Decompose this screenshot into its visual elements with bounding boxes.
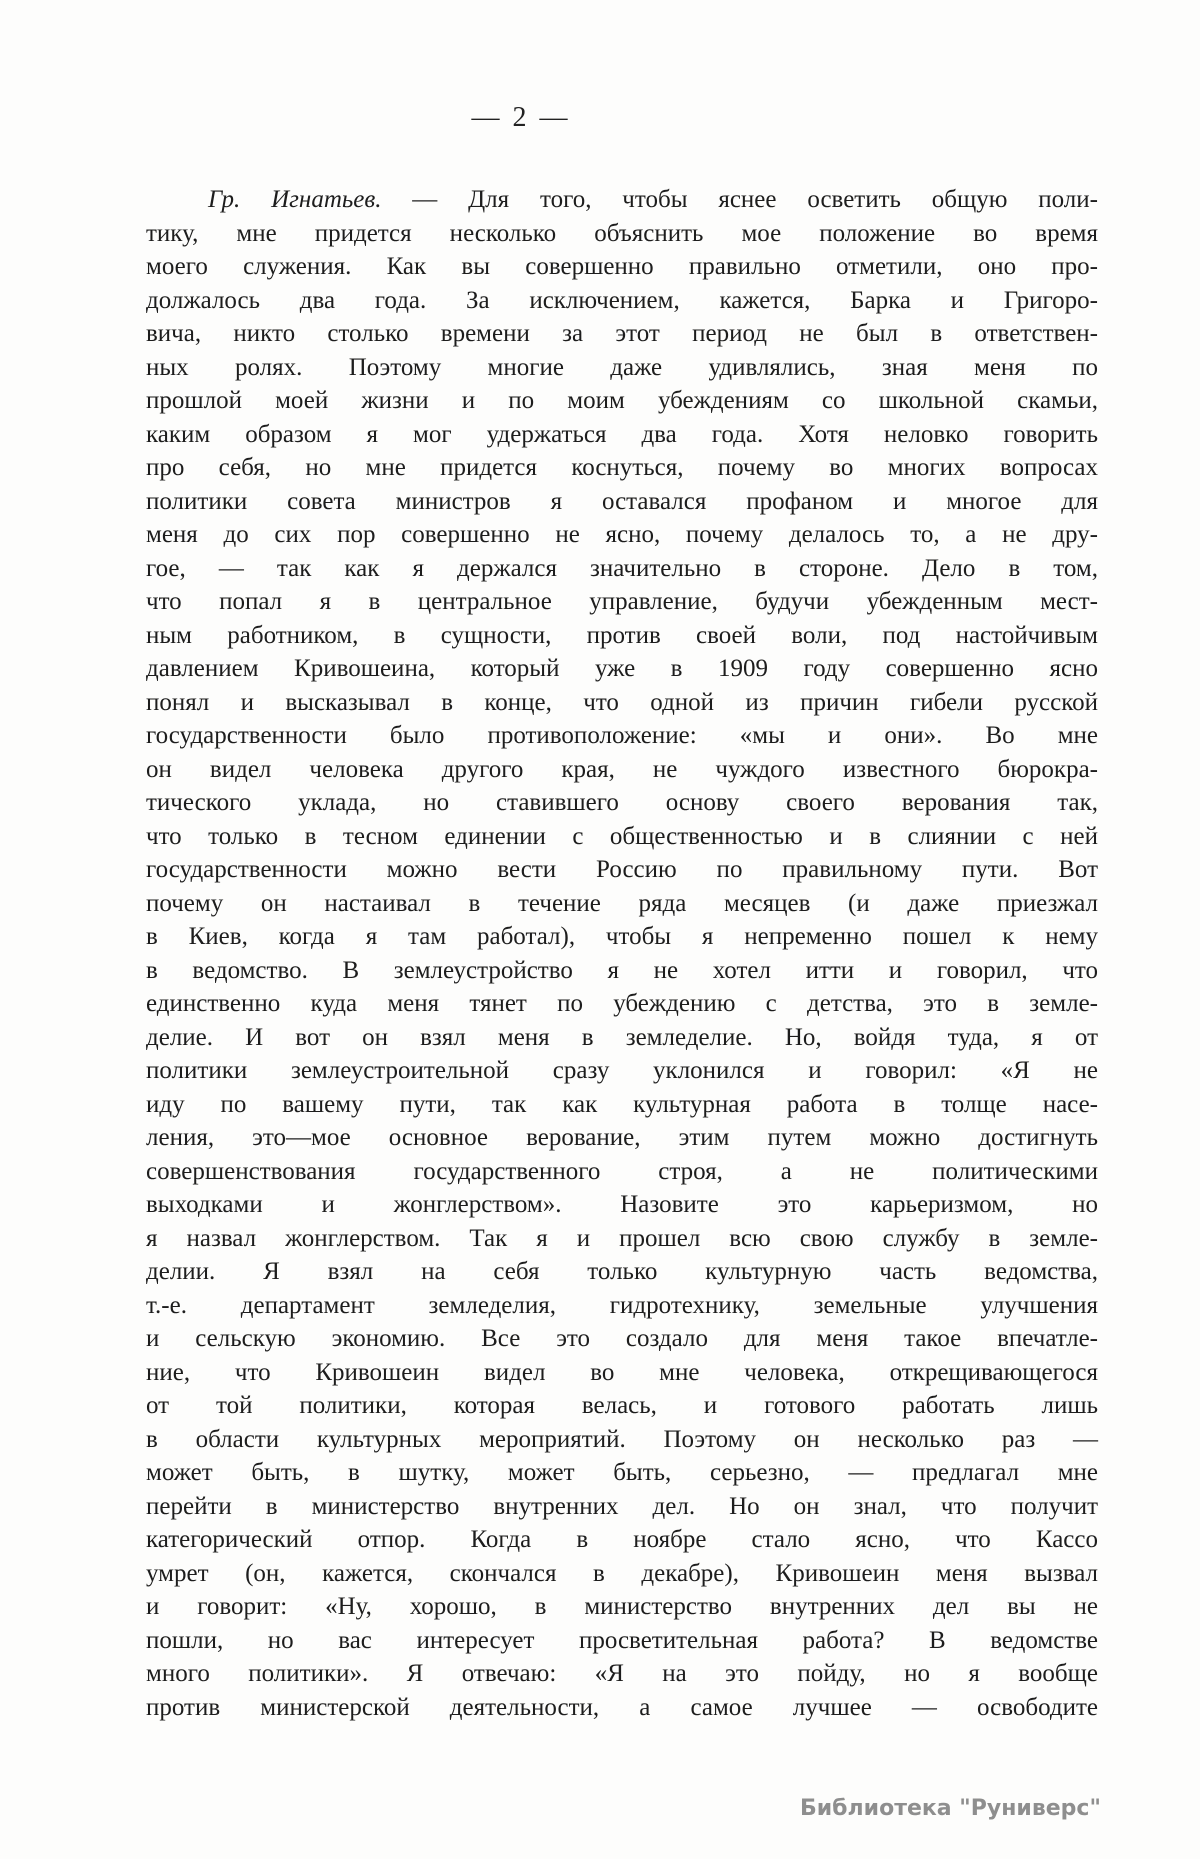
text-line: ных ролях. Поэтому многие даже удивлялись, зная меня по xyxy=(146,353,1098,381)
text-line: государственности было противоположение: «мы и они». Во мне xyxy=(146,722,1098,749)
text-line: понял и высказывал в конце, что одной из причин гибели русской xyxy=(146,688,1098,716)
text-line: почему он настаивал в течение ряда месяцев (и даже приезжал xyxy=(146,889,1098,917)
text-line: каким образом я мог удержаться два года. Хотя неловко говорить xyxy=(146,420,1098,448)
text-line: гое, — так как я держался значительно в стороне. Дело в том, xyxy=(146,554,1098,582)
text-line: умрет (он, кажется, скончался в декабре), Кривошеин меня вызвал xyxy=(146,1559,1098,1587)
text-line: ным работником, в сущности, против своей воли, под настойчивым xyxy=(146,621,1098,649)
text-line: иду по вашему пути, так как культурная работа в толще насе- xyxy=(146,1090,1098,1118)
text-line: тического уклада, но ставившего основу своего верования так, xyxy=(146,789,1098,816)
text-line: выходками и жонглерством». Назовите это карьеризмом, но xyxy=(146,1191,1098,1218)
text-line: что только в тесном единении с общественностью и в слиянии с ней xyxy=(146,822,1098,850)
text-line: и говорит: «Ну, хорошо, в министерство внутренних дел вы не xyxy=(146,1593,1098,1620)
text-line: пошли, но вас интересует просветительная работа? В ведомстве xyxy=(146,1626,1098,1654)
text-line: политики совета министров я оставался профаном и многое для xyxy=(146,487,1098,515)
text-line: прошлой моей жизни и по моим убеждениям со школьной скамьи, xyxy=(146,387,1098,414)
first-line-text: — Для того, чтобы яснее осветить общую поли- xyxy=(381,186,1098,213)
text-line: тику, мне придется несколько объяснить мое положение во время xyxy=(146,219,1098,247)
library-watermark: Библиотека "Руниверс" xyxy=(800,1796,1101,1821)
text-line: перейти в министерство внутренних дел. Но он знал, что получит xyxy=(146,1492,1098,1520)
text-line: моего служения. Как вы совершенно правильно отметили, оно про- xyxy=(146,253,1098,280)
text-line: единственно куда меня тянет по убеждению с детства, это в земле- xyxy=(146,990,1098,1017)
text-line: политики землеустроительной сразу уклонился и говорил: «Я не xyxy=(146,1057,1098,1084)
text-line: я назвал жонглерством. Так я и прошел всю свою службу в земле- xyxy=(146,1224,1098,1252)
text-line: т.-е. департамент земледелия, гидротехнику, земельные улучшения xyxy=(146,1291,1098,1319)
text-line: он видел человека другого края, не чуждого известного бюрокра- xyxy=(146,755,1098,783)
text-line: против министерской деятельности, а самое лучшее — освободите xyxy=(146,1693,1098,1721)
text-line: меня до сих пор совершенно не ясно, почему делалось то, а не дру- xyxy=(146,521,1098,548)
text-line: ние, что Кривошеин видел во мне человека, открещивающегося xyxy=(146,1358,1098,1386)
text-line: что попал я в центральное управление, будучи убежденным мест- xyxy=(146,588,1098,615)
text-line: в Киев, когда я там работал), чтобы я непременно пошел к нему xyxy=(146,923,1098,950)
text-line: делие. И вот он взял меня в земледелие. Но, войдя туда, я от xyxy=(146,1023,1098,1051)
text-line: категорический отпор. Когда в ноябре стало ясно, что Кассо xyxy=(146,1526,1098,1553)
text-line: должалось два года. За исключением, кажется, Барка и Григоро- xyxy=(146,286,1098,314)
speaker-name: Гр. Игнатьев. xyxy=(208,186,382,213)
text-line-first xyxy=(146,183,1098,217)
text-line: делии. Я взял на себя только культурную часть ведомства, xyxy=(146,1258,1098,1285)
text-line: давлением Кривошеина, который уже в 1909 году совершенно ясно xyxy=(146,655,1098,682)
page-number: — 2 — xyxy=(471,102,571,133)
text-line: про себя, но мне придется коснуться, почему во многих вопросах xyxy=(146,454,1098,481)
text-line: в ведомство. В землеустройство я не хотел итти и говорил, что xyxy=(146,956,1098,984)
text-line: вича, никто столько времени за этот период не был в ответствен- xyxy=(146,320,1098,347)
text-line: может быть, в шутку, может быть, серьезно, — предлагал мне xyxy=(146,1459,1098,1486)
text-line: в области культурных мероприятий. Поэтому он несколько раз — xyxy=(146,1425,1098,1453)
body-text xyxy=(146,183,1098,1724)
text-line: государственности можно вести Россию по правильному пути. Вот xyxy=(146,856,1098,883)
text-line: совершенствования государственного строя, а не политическими xyxy=(146,1157,1098,1185)
text-line: много политики». Я отвечаю: «Я на это пойду, но я вообще xyxy=(146,1660,1098,1687)
text-line: от той политики, которая велась, и готового работать лишь xyxy=(146,1392,1098,1419)
text-line: ления, это—мое основное верование, этим путем можно достигнуть xyxy=(146,1124,1098,1151)
text-line: и сельскую экономию. Все это создало для меня такое впечатле- xyxy=(146,1325,1098,1352)
paragraph-lines xyxy=(146,217,1098,1725)
